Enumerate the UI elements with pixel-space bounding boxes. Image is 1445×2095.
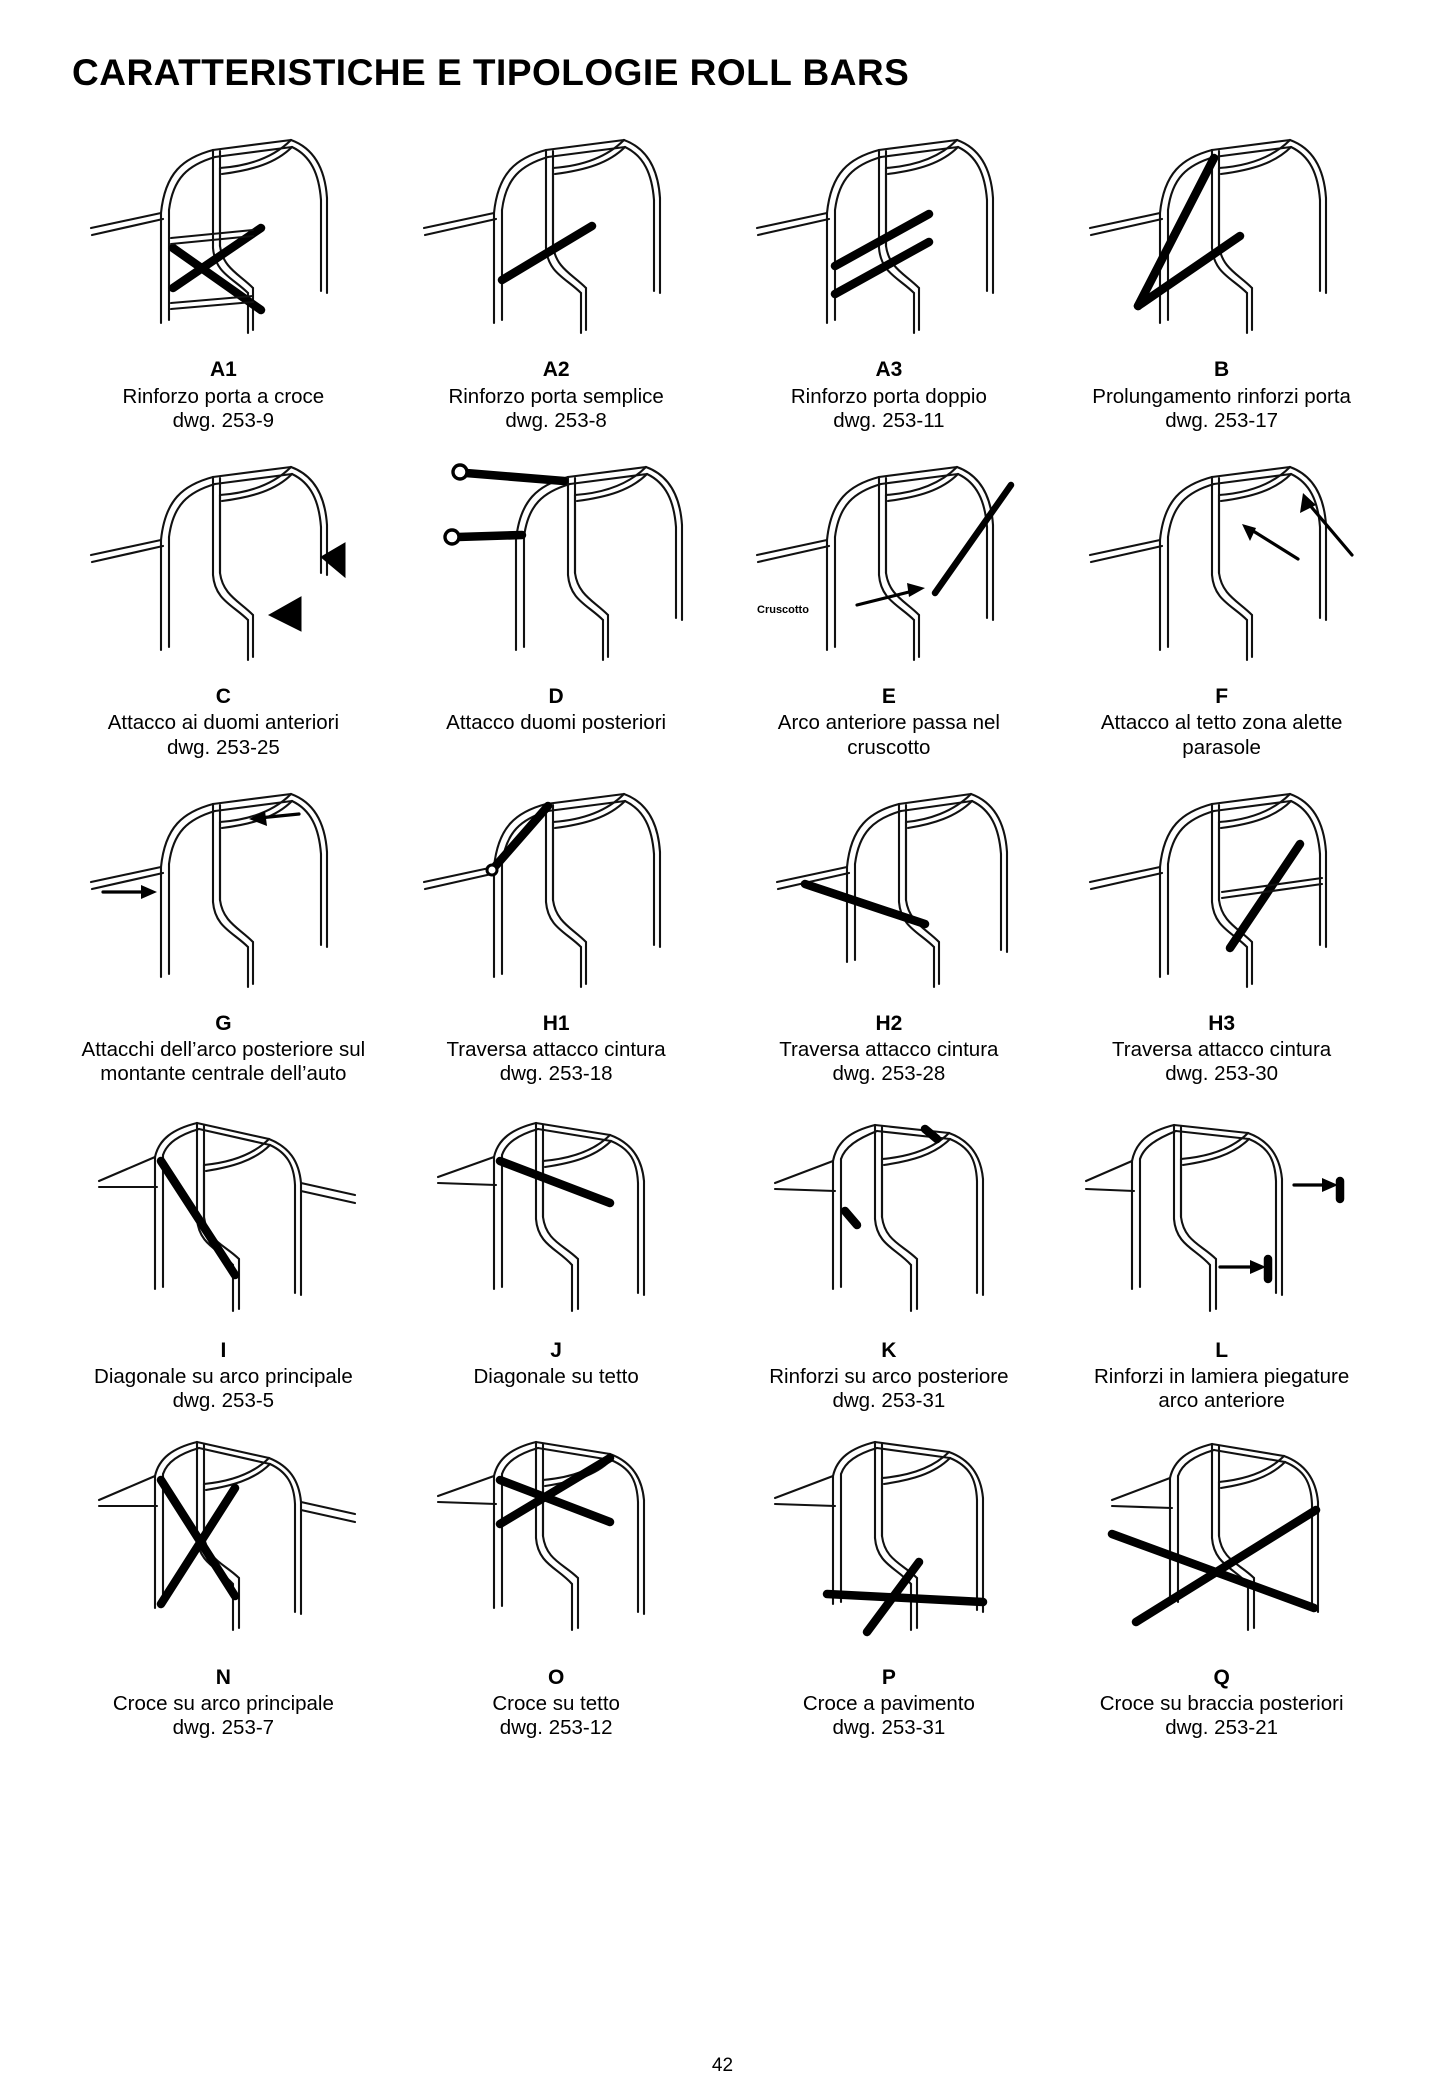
- figure-caption: [779, 1038, 998, 1086]
- rollbar-diagram-o: [397, 1426, 716, 1664]
- figure-caption-text: Traversa attacco cintura: [446, 1038, 666, 1062]
- figure-grid: [60, 116, 1385, 1750]
- figure-code: H3: [1208, 1011, 1236, 1035]
- page-title: CARATTERISTICHE E TIPOLOGIE ROLL BARS: [72, 52, 910, 93]
- figure-cell-n: [60, 1424, 387, 1751]
- figure-caption: [94, 1365, 353, 1413]
- figure-caption: [73, 1038, 373, 1086]
- figure-code: F: [1215, 684, 1229, 708]
- figure-code: I: [220, 1338, 227, 1362]
- figure-code: C: [215, 684, 231, 708]
- figure-code: E: [881, 684, 896, 708]
- figure-caption: [492, 1692, 620, 1740]
- figure-caption-text: Rinforzi su arco posteriore: [769, 1365, 1009, 1389]
- figure-caption-text: Rinforzi in lamiera piegature arco anteriore: [1094, 1365, 1350, 1413]
- figure-caption: [123, 385, 325, 433]
- figure-cell-g: [60, 770, 387, 1097]
- rollbar-diagram-g: [64, 772, 383, 1010]
- figure-caption-text: Rinforzo porta a croce: [122, 384, 325, 408]
- figure-dwg: dwg. 253-28: [832, 1062, 946, 1086]
- figure-dwg: dwg. 253-25: [166, 735, 280, 759]
- figure-dwg: dwg. 253-17: [1165, 408, 1279, 432]
- figure-caption-text: Arco anteriore passa nel cruscotto: [777, 711, 1000, 759]
- figure-caption-text: Traversa attacco cintura: [1112, 1038, 1332, 1062]
- page-number: 42: [711, 2055, 734, 2076]
- figure-caption: [1072, 1365, 1372, 1413]
- figure-caption: [791, 385, 987, 433]
- figure-caption-text: Attacco duomi posteriori: [446, 711, 667, 735]
- rollbar-diagram-h2: [730, 772, 1049, 1010]
- figure-caption: [447, 1038, 666, 1086]
- figure-cell-i: [60, 1097, 387, 1424]
- rollbar-diagram-l: [1062, 1099, 1381, 1337]
- figure-dwg: dwg. 253-12: [499, 1716, 613, 1740]
- figure-code: J: [550, 1338, 562, 1362]
- figure-caption: [1072, 711, 1372, 759]
- rollbar-diagram-a1: [64, 118, 383, 356]
- figure-cell-a1: [60, 116, 387, 443]
- figure-caption: [739, 711, 1039, 759]
- figure-code: A2: [542, 358, 570, 381]
- figure-caption: [769, 1365, 1008, 1413]
- figure-code: N: [215, 1665, 231, 1689]
- figure-code: Q: [1213, 1665, 1230, 1689]
- figure-caption-text: Rinforzo porta semplice: [448, 384, 664, 408]
- figure-code: P: [881, 1665, 896, 1689]
- rollbar-diagram-j: [397, 1099, 716, 1337]
- figure-code: A3: [875, 358, 903, 381]
- figure-dwg: dwg. 253-30: [1165, 1062, 1279, 1086]
- rollbar-diagram-e: [730, 445, 1049, 683]
- document-page: [0, 52, 1445, 2095]
- figure-dwg: dwg. 253-11: [833, 408, 945, 432]
- figure-cell-f: [1058, 443, 1385, 770]
- figure-cell-j: [393, 1097, 720, 1424]
- rollbar-diagram-p: [730, 1426, 1049, 1664]
- figure-cell-a2: [393, 116, 720, 443]
- figure-code: K: [881, 1338, 897, 1362]
- figure-caption-text: Diagonale su tetto: [473, 1365, 639, 1389]
- figure-caption-text: Traversa attacco cintura: [779, 1038, 999, 1062]
- figure-dwg: dwg. 253-31: [832, 1389, 946, 1413]
- figure-dwg: dwg. 253-7: [172, 1716, 275, 1740]
- rollbar-diagram-q: [1062, 1426, 1381, 1664]
- figure-code: H2: [875, 1011, 903, 1035]
- rollbar-diagram-d: [397, 445, 716, 683]
- figure-caption-text: Attacco ai duomi anteriori: [107, 711, 340, 735]
- figure-cell-a3: [726, 116, 1053, 443]
- figure-caption-text: Rinforzo porta doppio: [790, 384, 987, 408]
- figure-caption-text: Attacco al tetto zona alette parasole: [1100, 711, 1343, 759]
- figure-caption: [446, 711, 666, 735]
- figure-caption: [113, 1692, 334, 1740]
- figure-caption-text: Attacchi dell’arco posteriore sul montante centrale dell’auto: [81, 1038, 366, 1086]
- figure-caption-text: Prolungamento rinforzi porta: [1092, 384, 1351, 408]
- rollbar-diagram-a3: [730, 118, 1049, 356]
- rollbar-diagram-h1: [397, 772, 716, 1010]
- figure-cell-k: [726, 1097, 1053, 1424]
- figure-cell-h3: [1058, 770, 1385, 1097]
- figure-dwg: dwg. 253-5: [172, 1389, 275, 1413]
- figure-code: D: [548, 684, 564, 708]
- rollbar-diagram-n: [64, 1426, 383, 1664]
- figure-cell-h2: [726, 770, 1053, 1097]
- figure-cell-c: [60, 443, 387, 770]
- figure-cell-o: [393, 1424, 720, 1751]
- figure-caption-text: Croce su tetto: [492, 1692, 620, 1716]
- figure-annotation: Cruscotto: [756, 603, 809, 616]
- figure-code: L: [1215, 1338, 1229, 1362]
- figure-caption-text: Croce a pavimento: [802, 1692, 975, 1716]
- figure-cell-d: [393, 443, 720, 770]
- rollbar-diagram-a2: [397, 118, 716, 356]
- figure-caption-text: Diagonale su arco principale: [94, 1365, 353, 1389]
- figure-cell-q: [1058, 1424, 1385, 1751]
- figure-caption: [803, 1692, 975, 1740]
- figure-dwg: dwg. 253-8: [505, 408, 607, 432]
- figure-caption: [1112, 1038, 1331, 1086]
- figure-cell-h1: [393, 770, 720, 1097]
- figure-caption-text: Croce su arco principale: [112, 1692, 334, 1716]
- figure-cell-b: [1058, 116, 1385, 443]
- figure-cell-e: [726, 443, 1053, 770]
- rollbar-diagram-h3: [1062, 772, 1381, 1010]
- figure-cell-l: [1058, 1097, 1385, 1424]
- figure-caption: [1092, 385, 1351, 433]
- figure-code: O: [547, 1665, 565, 1689]
- figure-caption: [108, 711, 339, 759]
- figure-caption: [448, 385, 663, 433]
- figure-caption-text: Croce su braccia posteriori: [1099, 1692, 1344, 1716]
- figure-dwg: dwg. 253-31: [832, 1716, 946, 1740]
- rollbar-diagram-k: [730, 1099, 1049, 1337]
- figure-code: H1: [542, 1011, 570, 1035]
- figure-code: G: [215, 1011, 232, 1035]
- rollbar-diagram-c: [64, 445, 383, 683]
- figure-caption: [1100, 1692, 1344, 1740]
- figure-dwg: dwg. 253-18: [499, 1062, 613, 1086]
- figure-cell-p: [726, 1424, 1053, 1751]
- figure-dwg: dwg. 253-9: [172, 408, 275, 432]
- figure-dwg: dwg. 253-21: [1165, 1716, 1279, 1740]
- figure-code: B: [1214, 358, 1230, 381]
- rollbar-diagram-b: [1062, 118, 1381, 356]
- rollbar-diagram-i: [64, 1099, 383, 1337]
- figure-caption: [473, 1365, 638, 1389]
- figure-code: A1: [209, 358, 237, 381]
- rollbar-diagram-f: [1062, 445, 1381, 683]
